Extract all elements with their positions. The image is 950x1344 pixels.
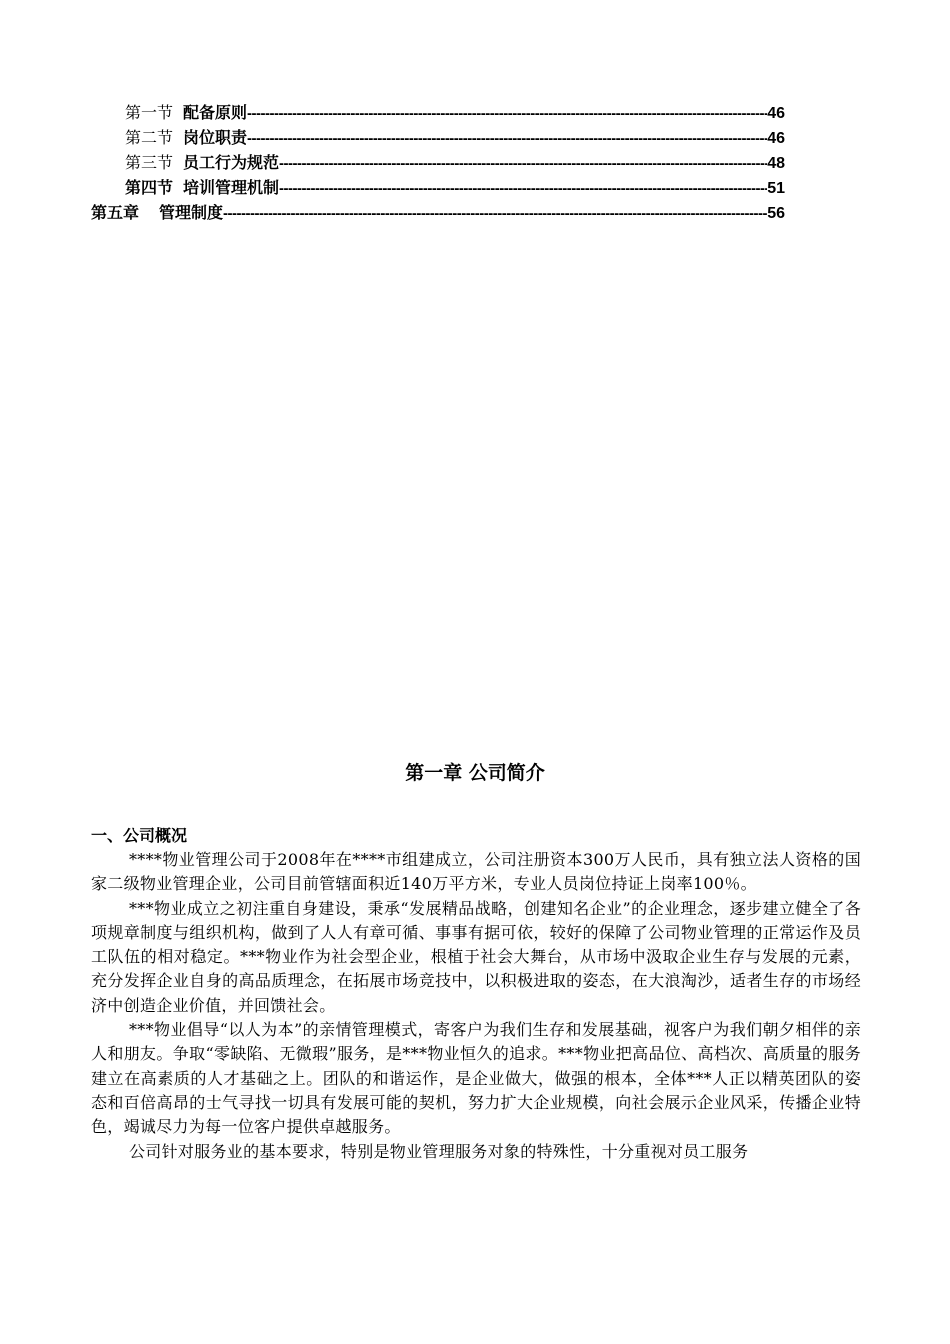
toc-dot-leader bbox=[279, 176, 767, 200]
toc-entry-prefix: 第四节 bbox=[125, 178, 174, 197]
paragraph-4: 公司针对服务业的基本要求，特别是物业管理服务对象的特殊性，十分重视对员工服务 bbox=[129, 1141, 749, 1161]
toc-entry-title: 配备原则 bbox=[183, 103, 248, 122]
toc-dot-leader bbox=[223, 201, 767, 225]
toc-entry-3[interactable] bbox=[91, 150, 785, 175]
toc-entry-prefix: 第五章 bbox=[91, 203, 140, 222]
body-text bbox=[91, 848, 861, 1164]
toc-entry-title: 管理制度 bbox=[159, 203, 224, 222]
toc-entry-page: 56 bbox=[767, 205, 785, 222]
toc-entry-page: 46 bbox=[767, 130, 785, 147]
toc-entry-4[interactable] bbox=[91, 175, 785, 200]
toc-entry-title: 岗位职责 bbox=[183, 128, 248, 147]
chapter-title: 第一章 公司简介 bbox=[405, 762, 545, 784]
toc-entry-2[interactable] bbox=[91, 125, 785, 150]
paragraph-2: ***物业成立之初注重自身建设，秉承“发展精品战略，创建知名企业”的企业理念，逐步建立健全了各项规章制度与组织机构，做到了人人有章可循、事事有据可依，较好的保障了公司物业管理的正常运作及员工队伍的相对稳定。***物业作为社会型企业，根植于社会大舞台，从市场中汲取企业生存与发展的元素，充分发挥企业自身的高品质理念，在拓展市场竞技中，以积极进取的姿态，在大浪淘沙，适者生存的市场经济中创造企业价值，并回馈社会。 bbox=[91, 898, 861, 1015]
toc-entry-page: 51 bbox=[767, 180, 785, 197]
table-of-contents bbox=[91, 100, 785, 225]
paragraph-1: ****物业管理公司于2008年在****市组建成立，公司注册资本300万人民币，具有独立法人资格的国家二级物业管理企业，公司目前管辖面积近140万平方米，专业人员岗位持证上岗率100％。 bbox=[91, 850, 861, 894]
toc-entry-prefix: 第一节 bbox=[125, 103, 174, 122]
toc-entry-prefix: 第三节 bbox=[125, 153, 174, 172]
toc-dot-leader bbox=[247, 101, 767, 125]
toc-entry-prefix: 第二节 bbox=[125, 128, 174, 147]
section-heading: 一、公司概况 bbox=[91, 826, 188, 845]
toc-entry-title: 培训管理机制 bbox=[183, 178, 280, 197]
toc-entry-1[interactable] bbox=[91, 100, 785, 125]
paragraph-3: ***物业倡导“以人为本”的亲情管理模式，寄客户为我们生存和发展基础，视客户为我们朝夕相伴的亲人和朋友。争取“零缺陷、无微瑕”服务，是***物业恒久的追求。***物业把高品位、高档次、高质量的服务建立在高素质的人才基础之上。团队的和谐运作，是企业做大，做强的根本，全体***人正以精英团队的姿态和百倍高昂的士气寻找一切具有发展可能的契机，努力扩大企业规模，向社会展示企业风采，传播企业特色，竭诚尽力为每一位客户提供卓越服务。 bbox=[91, 1020, 861, 1137]
toc-dot-leader bbox=[279, 151, 767, 175]
toc-dot-leader bbox=[247, 126, 767, 150]
toc-entry-title: 员工行为规范 bbox=[183, 153, 280, 172]
toc-entry-5[interactable] bbox=[91, 200, 785, 225]
toc-entry-page: 48 bbox=[767, 155, 785, 172]
toc-entry-page: 46 bbox=[767, 105, 785, 122]
